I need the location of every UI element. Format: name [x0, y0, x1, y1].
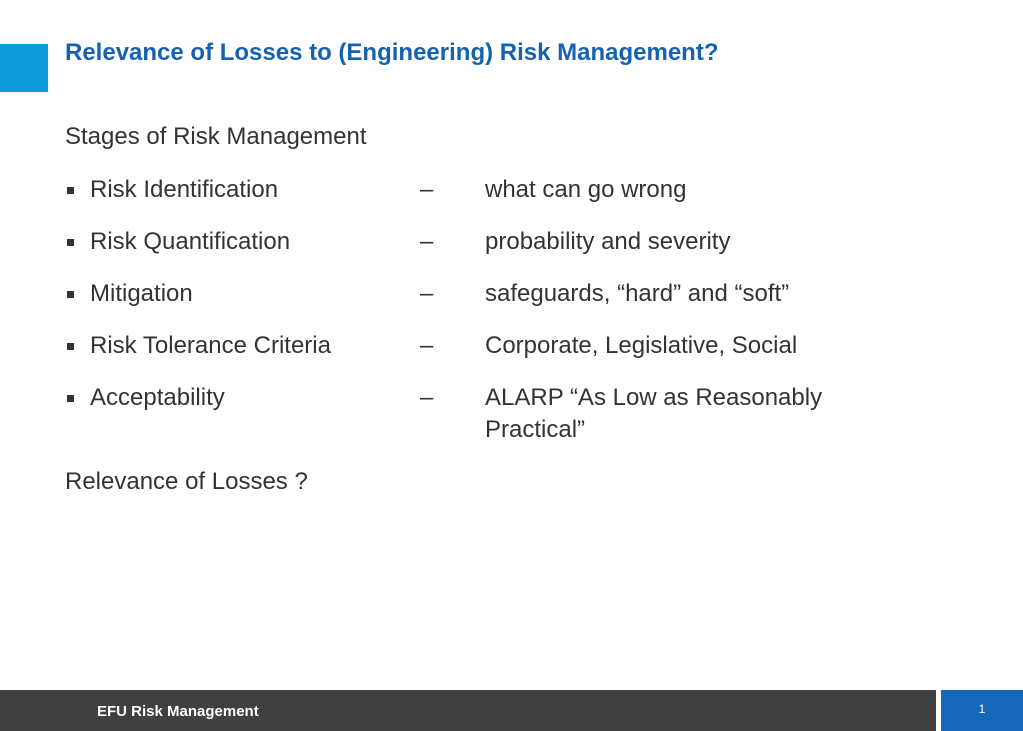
square-bullet-icon: [67, 395, 74, 402]
page-number: 1: [978, 702, 986, 716]
accent-square: [0, 44, 48, 92]
list-item: [65, 330, 965, 382]
dash: –: [420, 176, 434, 203]
list-item: [65, 382, 965, 466]
list-item: [65, 278, 965, 330]
dash: –: [420, 228, 434, 255]
square-bullet-icon: [67, 343, 74, 350]
square-bullet-icon: [67, 291, 74, 298]
stage-label: Mitigation: [90, 280, 193, 307]
list-item: [65, 226, 965, 278]
stage-description: Corporate, Legislative, Social: [485, 332, 798, 359]
intro-heading: Stages of Risk Management: [65, 123, 367, 150]
stage-description: probability and severity: [485, 228, 731, 255]
stage-description: what can go wrong: [485, 176, 687, 203]
slide-title: Relevance of Losses to (Engineering) Risk Management?: [65, 39, 719, 66]
dash: –: [420, 384, 434, 411]
closing-question: Relevance of Losses ?: [65, 468, 308, 495]
stage-label: Risk Quantification: [90, 228, 291, 255]
square-bullet-icon: [67, 239, 74, 246]
footer-org-name: EFU Risk Management: [97, 703, 259, 720]
square-bullet-icon: [67, 187, 74, 194]
stage-description: ALARP “As Low as Reasonably Practical”: [485, 384, 823, 443]
stage-label: Risk Identification: [90, 176, 279, 203]
stage-label: Risk Tolerance Criteria: [90, 332, 331, 359]
dash: –: [420, 280, 434, 307]
list-item: [65, 174, 965, 226]
stages-list: [65, 174, 965, 466]
dash: –: [420, 332, 434, 359]
stage-description: safeguards, “hard” and “soft”: [485, 280, 790, 307]
stage-label: Acceptability: [90, 384, 225, 411]
